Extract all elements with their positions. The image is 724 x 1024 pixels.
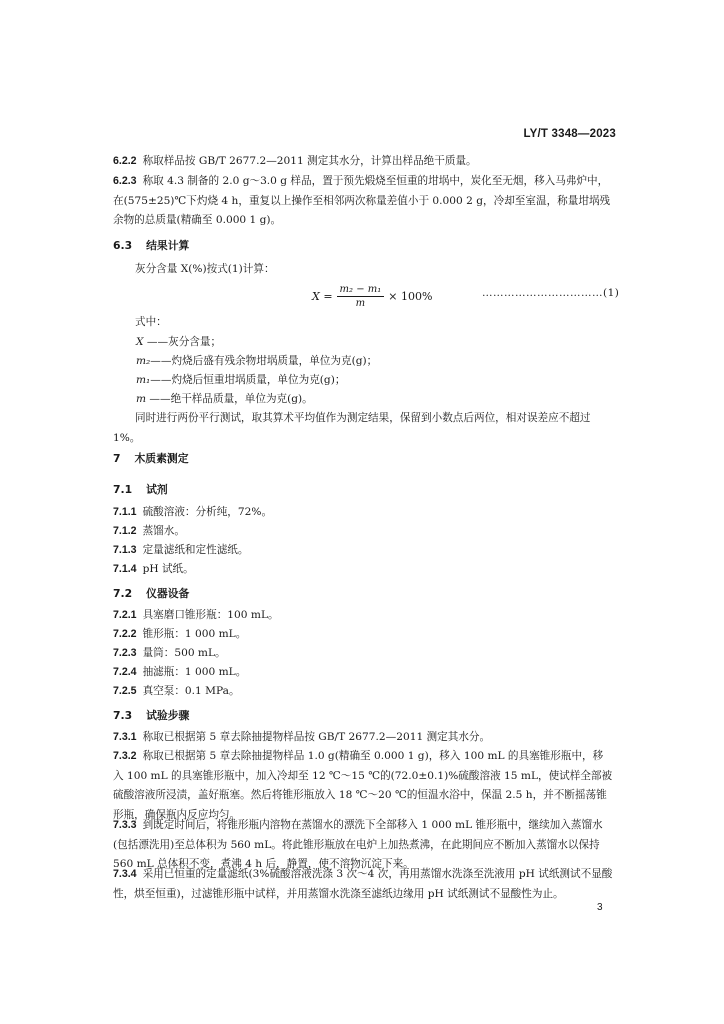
- clause-number: 7.2.2: [113, 628, 137, 640]
- clause-text: 到既定时间后，将锥形瓶内溶物在蒸馏水的漂洗下全部移入 1 000 mL 锥形瓶中，继续加入蒸馏水(包括漂洗用)至总体积为 560 mL。将此锥形瓶放在电炉上加热煮沸，在此期间应不断加入蒸馏水以保持 560 mL 总体积不变，煮沸 4 h 后，静置，使不溶物沉淀下来。: [113, 819, 603, 870]
- heading-number: 7.1: [113, 483, 133, 496]
- equipment-item: [113, 663, 613, 683]
- clause-text: 采用已恒重的定量滤纸(3%硫酸溶液洗涤 3 次～4 次，再用蒸馏水洗涤至洗液用 pH 试纸测试不显酸性，烘至恒重)，过滤锥形瓶中试样，并用蒸馏水洗涤至滤纸边缘用 pH 试纸测试不显酸性为止。: [113, 868, 613, 900]
- step-item: [113, 865, 613, 904]
- clause-text: 蒸馏水。: [142, 525, 185, 537]
- clause-number: 7.1.1: [113, 506, 137, 518]
- variable-symbol: m₂: [136, 355, 151, 367]
- formula-intro: 灰分含量 X(%)按式(1)计算：: [135, 263, 275, 275]
- step-item: [113, 747, 613, 825]
- clause-number: 7.3.3: [113, 819, 137, 831]
- formula-lhs: X =: [312, 290, 333, 303]
- heading-number: 6.3: [113, 239, 133, 252]
- clause-text: 称取已根据第 5 章去除抽提物样品按 GB/T 2677.2—2011 测定其水分。: [142, 731, 491, 743]
- page-number: 3: [597, 902, 603, 913]
- formula-numerator: m₂ − m₁: [337, 284, 385, 297]
- variable-desc: ——灼烧后盛有残余物坩埚质量，单位为克(g)；: [150, 355, 378, 367]
- clause-number: 7.2.1: [113, 609, 137, 621]
- formula-fraction: [337, 284, 385, 309]
- equipment-item: [113, 625, 613, 645]
- clause-text: pH 试纸。: [142, 563, 194, 575]
- reagent-item: [113, 541, 613, 561]
- formula-denominator: m: [355, 298, 366, 309]
- clause-text: 硫酸溶液：分析纯，72%。: [142, 506, 273, 518]
- clause-text: 称取已根据第 5 章去除抽提物样品 1.0 g(精确至 0.000 1 g)，移入 100 mL 的具塞锥形瓶中，移入 100 mL 的具塞锥形瓶中，加入冷却至 12 ℃～15 ℃的(72.0±0.1)%硫酸溶液 15 mL，使试样全部被硫酸溶液所浸渍，盖好瓶塞。然后将锥形瓶放入 18 ℃～20 ℃的恒温水浴中，保温 2.5 h，并不断摇荡锥形瓶，确保瓶内反应均匀。: [113, 750, 613, 821]
- clause-text: 称取样品按 GB/T 2677.2—2011 测定其水分，计算出样品绝干质量。: [142, 155, 477, 167]
- clause-number: 7.3.4: [113, 868, 137, 880]
- reagent-item: [113, 503, 613, 523]
- clause-text: 称取 4.3 制备的 2.0 g～3.0 g 样品，置于预先煅烧至恒重的坩埚中，炭化至无烟，移入马弗炉中，在(575±25)℃下灼烧 4 h，重复以上操作至相邻两次称量差值小于 0.000 2 g，冷却至室温，称量坩埚残余物的总质量(精确至 0.000 1 g)。: [113, 175, 611, 226]
- variable-symbol: m₁: [136, 374, 151, 386]
- clause-text: 量筒：500 mL。: [142, 647, 226, 659]
- heading-title: 仪器设备: [146, 587, 190, 600]
- clause-6-2-3: [113, 172, 613, 231]
- clause-text: 锥形瓶：1 000 mL。: [142, 628, 247, 640]
- step-item: [113, 728, 613, 748]
- clause-number: 7.1.2: [113, 525, 137, 537]
- clause-text: 定量滤纸和定性滤纸。: [142, 544, 249, 556]
- clause-6-2-2: [113, 152, 613, 172]
- clause-number: 7.2.4: [113, 666, 137, 678]
- equation-number: ……………………………(1): [482, 287, 620, 299]
- variable-def: [136, 333, 221, 353]
- variable-desc: ——灰分含量；: [146, 336, 222, 348]
- clause-number: 7.3.1: [113, 731, 137, 743]
- heading-number: 7.2: [113, 587, 133, 600]
- equipment-item: [113, 682, 613, 702]
- heading-title: 试验步骤: [146, 709, 190, 722]
- where-label: 式中：: [135, 316, 167, 328]
- result-conclusion: 同时进行两份平行测试，取其算术平均值作为测定结果，保留到小数点后两位，相对误差应不超过 1%。: [113, 412, 591, 444]
- clause-number: 7.1.4: [113, 563, 137, 575]
- heading-7-1: [113, 482, 168, 497]
- heading-7-3: [113, 708, 189, 723]
- heading-title: 结果计算: [146, 239, 190, 252]
- heading-number: 7: [113, 452, 121, 465]
- standard-code: LY/T 3348—2023: [523, 128, 616, 140]
- clause-text: 具塞磨口锥形瓶：100 mL。: [142, 609, 279, 621]
- heading-6-3: [113, 238, 189, 253]
- heading-number: 7.3: [113, 709, 133, 722]
- clause-text: 抽滤瓶：1 000 mL。: [142, 666, 247, 678]
- clause-number: 7.3.2: [113, 750, 137, 762]
- reagent-item: [113, 560, 613, 580]
- equipment-item: [113, 644, 613, 664]
- variable-def: [136, 371, 345, 391]
- variable-desc: ——绝干样品质量，单位为克(g)。: [149, 393, 313, 405]
- variable-desc: ——灼烧后恒重坩埚质量，单位为克(g)；: [150, 374, 346, 386]
- formula-1: [312, 284, 432, 309]
- heading-7: [113, 451, 189, 466]
- clause-number: 7.2.5: [113, 685, 137, 697]
- heading-title: 试剂: [146, 483, 168, 496]
- variable-symbol: X: [136, 336, 144, 348]
- clause-number: 7.1.3: [113, 544, 137, 556]
- equipment-item: [113, 606, 613, 626]
- reagent-item: [113, 522, 613, 542]
- clause-text: 真空泵：0.1 MPa。: [142, 685, 240, 697]
- variable-def: [136, 352, 377, 372]
- variable-symbol: m: [136, 393, 147, 405]
- heading-7-2: [113, 586, 189, 601]
- variable-def: [136, 390, 313, 410]
- heading-title: 木质素测定: [134, 452, 189, 465]
- clause-number: 6.2.2: [113, 155, 137, 167]
- formula-times: × 100%: [388, 290, 433, 303]
- clause-number: 6.2.3: [113, 175, 137, 187]
- clause-number: 7.2.3: [113, 647, 137, 659]
